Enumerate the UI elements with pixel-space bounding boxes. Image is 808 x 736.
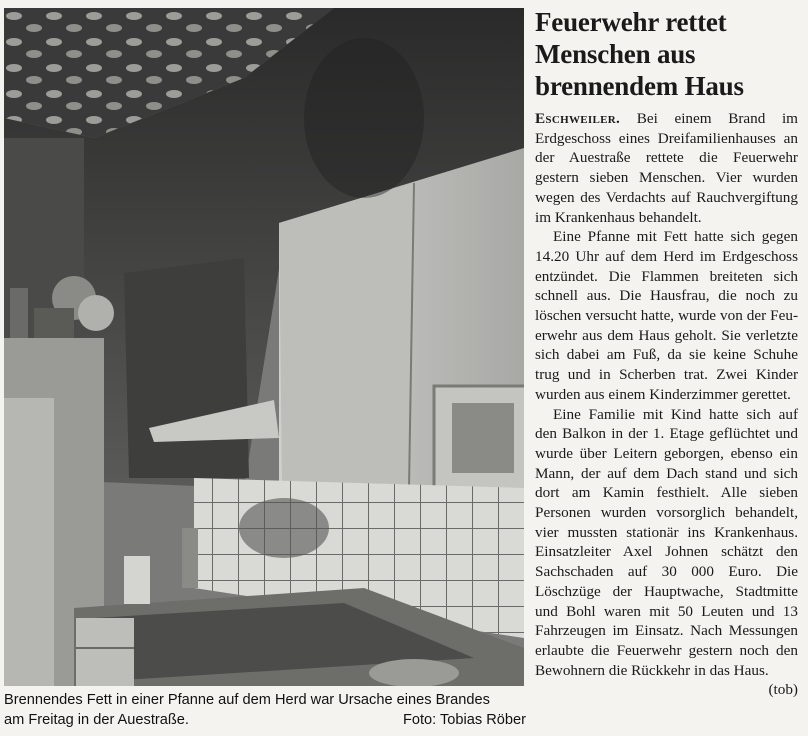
paragraph-3-text: Eine Familie mit Kind hatte sich auf den Balkon in der 1. Etage geflüchtet und wurde über Leitern geborgen, ebenso ein Mann, der auf dem Dach stand und sich dort am Kamin festhielt. Alle sieben Personen wurden vorsorglich behandelt, vier mussten stationär ins Krankenhaus. Einsatzleiter Axel Johnen schätzt den Sachschaden auf 30 000 Euro. Die Löschzüge der Hauptwache, Stadtmitte und Bohl waren mit 50 Leuten und 13 Fahrzeugen im Einsatz. Nach Messungen erlaubte die Feuerwehr gestern noch den Bewohnern die Rückkehr in das Haus. <box>535 405 798 679</box>
headline-line-2: Menschen aus <box>535 39 696 69</box>
dateline: Eschweiler. <box>535 110 621 127</box>
photo-caption <box>4 690 526 730</box>
paragraph-3 <box>535 405 798 699</box>
paragraph-1 <box>535 109 798 227</box>
caption-line-2-text: am Freitag in der Auestraße. <box>4 712 189 728</box>
paragraph-2: Eine Pfanne mit Fett hatte sich gegen 14.20 Uhr auf dem Herd im Erdgeschoss entzündet. Die Flammen breiteten sich schnell aus. Die Hausfrau, die noch zu löschen versucht hatte, wurde von der Feuerwehr aus dem Haus geholt. Sie verletzte sich dabei am Fuß, da sie keine Schuhe trug und in Scherben trat. Zwei Kinder wurden aus einem Kinderzimmer gerettet. <box>535 228 798 403</box>
paragraph-1-text: Bei einem Brand im Erdgeschoss eines Dreifamilienhauses an der Auestraße rettete die Feuerwehr gestern sieben Menschen. Vier wurden wegen des Verdachts auf Rauchvergiftung im Krankenhaus behandelt. <box>535 110 798 226</box>
headline-line-3: brennendem Haus <box>535 71 744 101</box>
caption-line-2 <box>4 710 526 730</box>
author-initials: (tob) <box>768 681 798 699</box>
news-photo-burnt-kitchen <box>4 8 524 686</box>
article-column <box>535 6 798 700</box>
headline <box>535 6 798 102</box>
photo-illustration <box>4 8 524 686</box>
headline-line-1: Feuerwehr rettet <box>535 7 727 37</box>
article-body <box>535 109 798 699</box>
caption-line-1: Brennendes Fett in einer Pfanne auf dem Herd war Ursache eines Brandes <box>4 692 490 708</box>
photo-credit: Foto: Tobias Röber <box>402 712 526 728</box>
